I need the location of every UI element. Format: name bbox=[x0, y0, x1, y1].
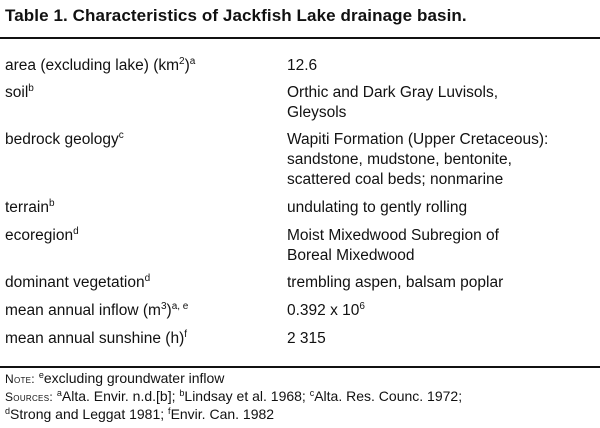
table-notes bbox=[5, 370, 599, 423]
row-value: Orthic and Dark Gray Luvisols, Gleysols bbox=[287, 84, 499, 121]
row-value: undulating to gently rolling bbox=[287, 199, 468, 216]
sources-line: Sources: $^a$Alta. Envir. n.d.[b]; $^b$Lindsay et al. 1968; $^c$Alta. Res. Counc. 1972; bbox=[5, 388, 463, 404]
row-label: dominant vegetation$^d$ bbox=[5, 273, 151, 291]
row-value: trembling aspen, balsam poplar bbox=[287, 274, 504, 291]
row-value: 0.392 x $10^6$ bbox=[287, 301, 365, 319]
bottom-rule bbox=[0, 366, 600, 368]
row-label: mean annual sunshine $(h)^f$ bbox=[5, 329, 188, 347]
note-line: Note: $^e$excluding groundwater inflow bbox=[5, 370, 225, 386]
row-label: mean annual inflow $(m^3)^{a, e}$ bbox=[5, 301, 189, 319]
row-label: terrain$^b$ bbox=[5, 198, 55, 216]
top-rule bbox=[0, 37, 600, 39]
row-label: ecoregion$^d$ bbox=[5, 226, 79, 244]
row-label: area (excluding lake) $(km^2)^a$ bbox=[5, 56, 196, 74]
sources-line-continued: $^d$Strong and Leggat 1981; $^f$Envir. Can. 1982 bbox=[5, 406, 275, 422]
row-value: Moist Mixedwood Subregion of Boreal Mixedwood bbox=[287, 227, 499, 264]
table-title: Table 1. Characteristics of Jackfish Lake drainage basin. bbox=[5, 6, 467, 25]
row-value: Wapiti Formation (Upper Cretaceous): sandstone, mudstone, bentonite, scattered coal beds; nonmarine bbox=[287, 131, 549, 188]
row-label: bedrock geology$^c$ bbox=[5, 130, 124, 148]
row-value: 2 315 bbox=[287, 330, 326, 347]
row-value: 12.6 bbox=[287, 57, 318, 74]
row-label: soil$^b$ bbox=[5, 83, 34, 101]
